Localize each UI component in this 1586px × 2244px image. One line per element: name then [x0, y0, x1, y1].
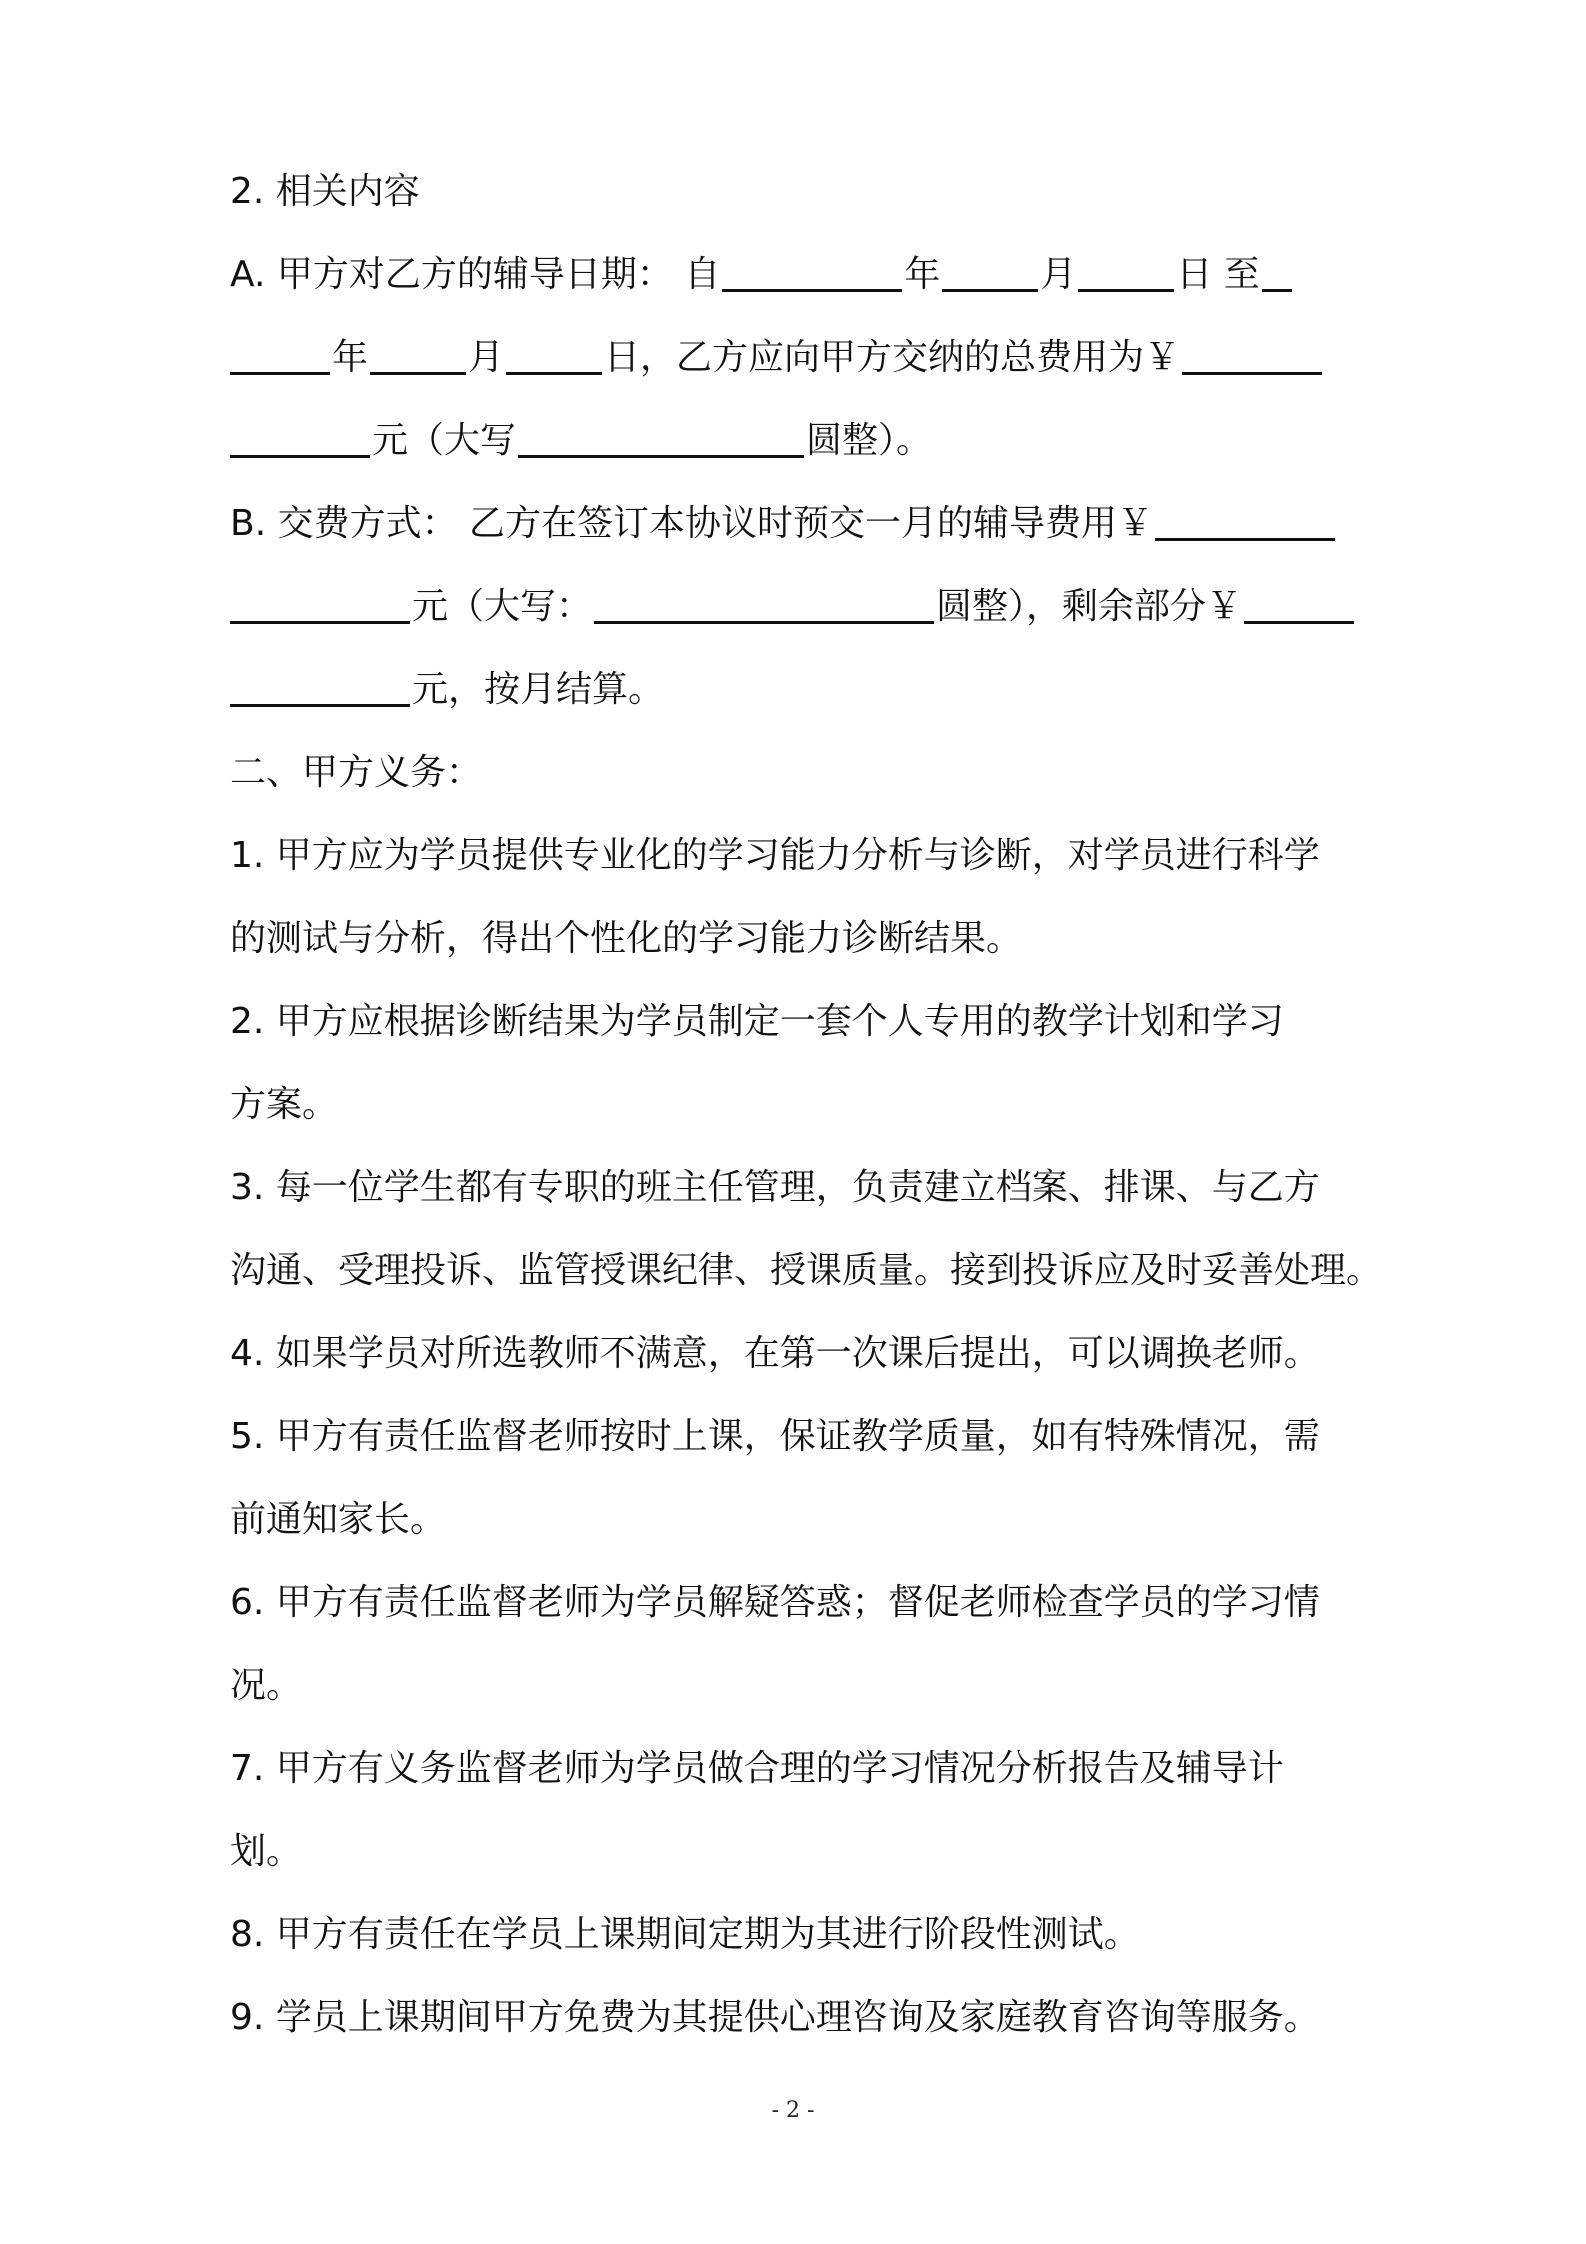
text-line: 7. 甲方有义务监督老师为学员做合理的学习情况分析报告及辅导计 [230, 1748, 1284, 1789]
paragraph-line [230, 1312, 1390, 1395]
paragraph-line [230, 1229, 1390, 1312]
paragraph-line [230, 1644, 1390, 1727]
fill-blank [594, 585, 934, 624]
text-line: 4. 如果学员对所选教师不满意，在第一次课后提出，可以调换老师。 [230, 1333, 1320, 1374]
fill-blank [722, 253, 902, 292]
text-line: 月 [1040, 254, 1077, 295]
text-line: 1. 甲方应为学员提供专业化的学习能力分析与诊断，对学员进行科学 [230, 835, 1320, 876]
paragraph-line [230, 565, 1390, 648]
paragraph-line [230, 1976, 1390, 2059]
fill-blank [1155, 502, 1335, 541]
paragraph-line [230, 1063, 1390, 1146]
fill-blank [230, 336, 330, 375]
fill-blank [1262, 253, 1292, 292]
paragraph-line [230, 1810, 1390, 1893]
paragraph-line [230, 1561, 1390, 1644]
paragraph-line [230, 648, 1390, 731]
text-line: 况。 [230, 1665, 303, 1706]
document-body [230, 150, 1390, 2059]
paragraph-line [230, 1727, 1390, 1810]
fill-blank [1244, 585, 1354, 624]
text-line: 的测试与分析，得出个性化的学习能力诊断结果。 [230, 918, 1023, 959]
paragraph-line [230, 1146, 1390, 1229]
fill-blank [230, 419, 370, 458]
text-line: 2. 相关内容 [230, 171, 420, 212]
text-line: 5. 甲方有责任监督老师按时上课，保证教学质量，如有特殊情况，需 [230, 1416, 1320, 1457]
fill-blank [518, 419, 804, 458]
text-line: B. 交费方式： 乙方在签订本协议时预交一月的辅导费用￥ [230, 503, 1154, 544]
paragraph-line [230, 1395, 1390, 1478]
text-line: 年 [904, 254, 941, 295]
paragraph-line [230, 814, 1390, 897]
section-heading [230, 150, 1390, 233]
fill-blank [1182, 336, 1322, 375]
text-line: 方案。 [230, 1084, 339, 1125]
paragraph-line [230, 980, 1390, 1063]
text-line: 6. 甲方有责任监督老师为学员解疑答惑；督促老师检查学员的学习情 [230, 1582, 1320, 1623]
fill-blank [1078, 253, 1174, 292]
paragraph-line [230, 1478, 1390, 1561]
fill-blank [506, 336, 602, 375]
section-heading [230, 731, 1390, 814]
text-line: 二、甲方义务： [230, 752, 483, 793]
text-line: 沟通、受理投诉、监管授课纪律、授课质量。接到投诉应及时妥善处理。 [230, 1250, 1383, 1291]
text-line: 元（大写： [412, 586, 593, 627]
text-line: 年 [332, 337, 369, 378]
text-line: 3. 每一位学生都有专职的班主任管理，负责建立档案、排课、与乙方 [230, 1167, 1320, 1208]
page-number: - 2 - [771, 2098, 815, 2123]
text-line: 圆整）。 [806, 420, 933, 461]
text-line: 月 [468, 337, 505, 378]
text-line: 元，按月结算。 [412, 669, 665, 710]
fill-blank [230, 668, 410, 707]
fill-blank [942, 253, 1038, 292]
text-line: 划。 [230, 1831, 303, 1872]
paragraph-line [230, 1893, 1390, 1976]
paragraph-line [230, 233, 1390, 316]
text-line: 元（大写 [372, 420, 517, 461]
text-line: 9. 学员上课期间甲方免费为其提供心理咨询及家庭教育咨询等服务。 [230, 1997, 1320, 2038]
text-line: A. 甲方对乙方的辅导日期： 自 [230, 254, 721, 295]
paragraph-line [230, 482, 1390, 565]
text-line: 圆整），剩余部分￥ [936, 586, 1243, 627]
fill-blank [370, 336, 466, 375]
paragraph-line [230, 399, 1390, 482]
paragraph-line [230, 316, 1390, 399]
text-line: 前通知家长。 [230, 1499, 447, 1540]
fill-blank [230, 585, 410, 624]
text-line: 日 至 [1176, 254, 1260, 295]
text-line: 日，乙方应向甲方交纳的总费用为￥ [604, 337, 1181, 378]
text-line: 8. 甲方有责任在学员上课期间定期为其进行阶段性测试。 [230, 1914, 1140, 1955]
paragraph-line [230, 897, 1390, 980]
text-line: 2. 甲方应根据诊断结果为学员制定一套个人专用的教学计划和学习 [230, 1001, 1284, 1042]
